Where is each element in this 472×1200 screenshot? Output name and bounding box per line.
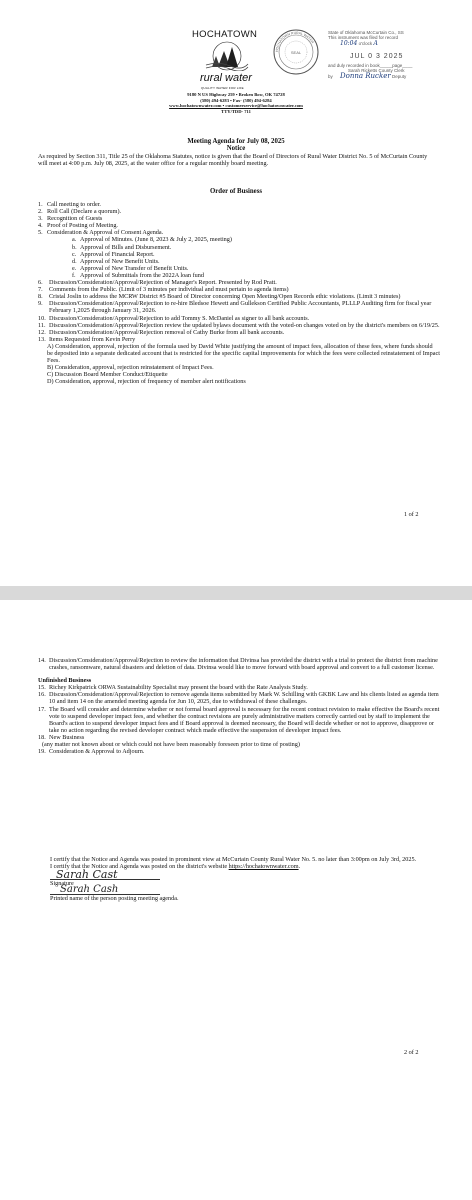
list-item [38, 691, 440, 705]
new-business-note: (any matter not known about or which could not have been reasonably foreseen prior to time of posting) [42, 741, 300, 749]
stamp-recorded: and duly recorded in book_____page____ [328, 63, 413, 69]
sub-item: D) Consideration, approval, rejection of frequency of member alert notifications [47, 378, 246, 386]
list-text: Approval of Financial Report. [80, 250, 155, 258]
list-number: 5. [38, 229, 43, 237]
list-text: Richey Kirkpatrick ORWA Sustainability Specialist may present the board with the Rate Analysis Study. [49, 684, 308, 692]
logo-tagline: QUALITY WATER FOR LIFE [201, 86, 244, 90]
list-item [38, 329, 440, 336]
list-item [72, 258, 440, 265]
list-number: 17. [38, 705, 46, 713]
list-item: 19. Consideration & Approval to Adjourn. [38, 748, 145, 756]
list-text: Items Requested from Kevin Perry [49, 335, 136, 343]
stamp-line-1: State of Oklahoma McCurtain Co., SS [328, 30, 404, 35]
list-text: Discussion/Consideration/Approval/Rejection removal of Cathy Burke from all bank accounts. [49, 328, 285, 336]
list-item [38, 222, 440, 229]
list-number: a. [72, 236, 77, 244]
list-item [38, 229, 440, 236]
list-number: 16. [38, 691, 46, 699]
list-number: 3. [38, 215, 43, 223]
list-number: 9. [38, 300, 43, 308]
stamp-by-line: by Donna Rucker Deputy [328, 71, 407, 80]
district-seal-icon [272, 28, 320, 76]
order-of-business-heading: Order of Business [210, 188, 262, 195]
list-number: 15. [38, 684, 46, 692]
page-title: Meeting Agenda for July 08, 2025 [187, 138, 285, 145]
signature: Sarah Cast [56, 868, 118, 882]
list-number: 6. [38, 279, 43, 287]
tty: TTY/TDD- 711 [221, 108, 251, 114]
document-page-2 [0, 600, 472, 1200]
list-item [38, 684, 440, 691]
list-item [38, 201, 440, 208]
list-number: 13. [38, 335, 46, 343]
list-number: b. [72, 243, 77, 251]
list-item [38, 300, 440, 314]
list-text: Roll Call (Declare a quorum). [47, 208, 122, 216]
list-text: New Business [49, 733, 85, 741]
certification-block [50, 856, 440, 902]
list-text: Proof of Posting of Meeting. [47, 222, 118, 230]
list-text: Approval of New Benefit Units. [80, 257, 160, 265]
list-item [38, 706, 440, 734]
list-text: Discussion/Consideration/Approval/Rejection to add Tommy S. McDaniel as signer to all bank accounts. [49, 314, 310, 322]
list-text: Discussion/Consideration/Approval/Rejection to re-hire Bledsoe Hewett and Gullekson Certified Public Accountants, PLLLP Auditing firm for fiscal year February 1,2025 through January 31, 2026. [49, 300, 432, 315]
page-number: 1 of 2 [404, 511, 419, 518]
list-number: 1. [38, 201, 43, 208]
list-item: 14. Discussion/Consideration/Approval/Rejection to review the information that Divinsa has provided the district with a trial to protect the district from machine crashes, ransomware, natural disasters and deletion of data. Divinsa would like to move forward with board approval and convert to a full customer license. [38, 657, 438, 672]
list-number: 7. [38, 286, 43, 294]
address-block [118, 92, 354, 114]
sub-item: B) Consideration, approval, rejection reinstatement of Impact Fees. [47, 364, 214, 372]
printed-name: Sarah Cash [60, 884, 119, 896]
list-number: 8. [38, 293, 43, 301]
list-text: Comments from the Public. (Limit of 3 minutes per individual and must pertain to agenda items) [49, 286, 289, 294]
agenda-title-block [0, 138, 472, 152]
list-item [38, 322, 440, 329]
certify-website: I certify that the Notice and Agenda was posted on the district's website https://hochatownwater.com. [50, 863, 301, 871]
list-text: Cristal Joslin to address the MCRW District #5 Board of Director concerning Open Meeting/Open Records ethic violations. (Limit 3 minutes) [49, 293, 401, 301]
list-item [38, 734, 440, 741]
document-page-1 [0, 0, 472, 586]
stamp-time: 10:04 [340, 39, 358, 47]
list-text: Consideration & Approval of Consent Agenda. [47, 229, 164, 237]
list-number: 4. [38, 222, 43, 230]
seal-text: HOCHATOWN RURAL WATER [274, 30, 315, 53]
phone-fax: (580) 494-6283 • Fax- (580) 494-6284 [200, 97, 272, 103]
list-item [38, 336, 440, 343]
stamp-line-3: 10:04 o'clock A [340, 39, 378, 47]
logo-top-text: HOCHATOWN [192, 29, 258, 40]
list-text: Discussion/Consideration/Approval/Rejection review the updated bylaws document with the voted-on changes voted on by the district's members on 6/19/25. [49, 321, 440, 329]
notice-paragraph: As required by Section 311, Title 25 of the Oklahoma Statutes, notice is given that the Board of Directors of Rural Water District No. 5 of McCurtain County will meet at 4:00 p.m. July 08, 2025, at the water office for a regular monthly board meeting. [38, 153, 428, 168]
list-number: 11. [38, 321, 46, 329]
pine-trees-icon [200, 41, 250, 71]
list-text: Discussion/Consideration/Approval/Rejection to remove agenda items submitted by Mark W. Schilling with GKBK Law and his clients listed as agenda item 10 and item 14 on the amended meeting agenda for Jun 10, 2025, due to withdrawal of these challenges. [49, 691, 439, 706]
list-item [38, 208, 440, 215]
list-number: f. [72, 271, 76, 279]
list-text: Approval of Bills and Disbursement. [80, 243, 172, 251]
sub-item: A) Consideration, approval, rejection of the formula used by David White justifying the amount of impact fees, allocation of these fees, where funds should be deposited into a separate dedicated account that is restricted for the specific capital improvements for which the fees were collected reinstatement of Impact Fees. [47, 342, 440, 365]
notice-heading: Notice [226, 145, 246, 152]
list-number: e. [72, 264, 77, 272]
list-item [72, 272, 440, 279]
printed-name-label: Printed name of the person posting meeting agenda. [50, 895, 179, 903]
web-email: www.hochatownwater.com • customerservice@hochatownwater.com [169, 103, 303, 109]
list-text: The Board will consider and determine whether or not formal board approval is necessary for the recent contract revision to make effective the Board's recent vote to suspend developer impact fees, and whether the contract revisions are purely administrative matters correctly carried out by staff to implement the Board's action to suspend developer impact fees and if Board approval is deemed necessary, the Board will decide whether or not to approve, disapprove or take no action regarding the revised developer contract which made effective the suspension of developer impact fees. [49, 705, 440, 734]
list-text: Discussion/Consideration/Approval/Rejection of Manager's Report. Presented by Rod Pratt. [49, 279, 277, 287]
filing-stamp [328, 30, 463, 79]
list-number: d. [72, 257, 77, 265]
list-item [72, 236, 440, 243]
list-text: Approval of Minutes. (June 8, 2023 & July 2, 2025, meeting) [80, 236, 232, 244]
list-item [38, 286, 440, 293]
list-item [72, 244, 440, 251]
unfinished-business-heading: Unfinished Business [38, 677, 92, 685]
list-item [72, 265, 440, 272]
list-number: 12. [38, 328, 46, 336]
list-item [38, 315, 440, 322]
list-item [38, 293, 440, 300]
list-number: 18. [38, 733, 46, 741]
agenda-list-continued [38, 657, 440, 755]
list-text: Call meeting to order. [47, 201, 101, 208]
list-text: Recognition of Guests [47, 215, 103, 223]
list-number: c. [72, 250, 77, 258]
page-number: 2 of 2 [404, 1049, 419, 1056]
list-text: Approval of Submittals from the 2022A loan fund [80, 271, 204, 279]
address: 9180 N US Highway 259 • Broken Bow, OK 74728 [187, 92, 285, 97]
list-item [38, 279, 440, 286]
signature-label: Signature [50, 880, 74, 888]
sub-item: C) Discussion Board Member Conduct/Etiquette [47, 371, 168, 379]
stamp-line-2: This instrument was filed for record [328, 35, 399, 41]
stamp-clerk: Sarah Ricketts County Clerk [348, 68, 405, 74]
website-link[interactable]: https://hochatownwater.com [228, 863, 299, 871]
list-text: Approval of New Transfer of Benefit Units. [80, 264, 189, 272]
agenda-list [38, 201, 440, 385]
list-number: 10. [38, 314, 46, 322]
list-number: 2. [38, 208, 43, 216]
certify-posting: I certify that the Notice and Agenda was posted in prominent view at McCurtain County Rural Water No. 5. no later than 3:00pm on July 3rd, 2025. [50, 856, 417, 863]
list-item [72, 251, 440, 258]
deputy-signature: Donna Rucker [340, 71, 391, 80]
svg-text:SEAL: SEAL [290, 50, 302, 55]
logo-bottom-text: rural water [200, 72, 252, 84]
stamp-date: JUL 0 3 2025 [350, 52, 404, 60]
list-item [38, 215, 440, 222]
